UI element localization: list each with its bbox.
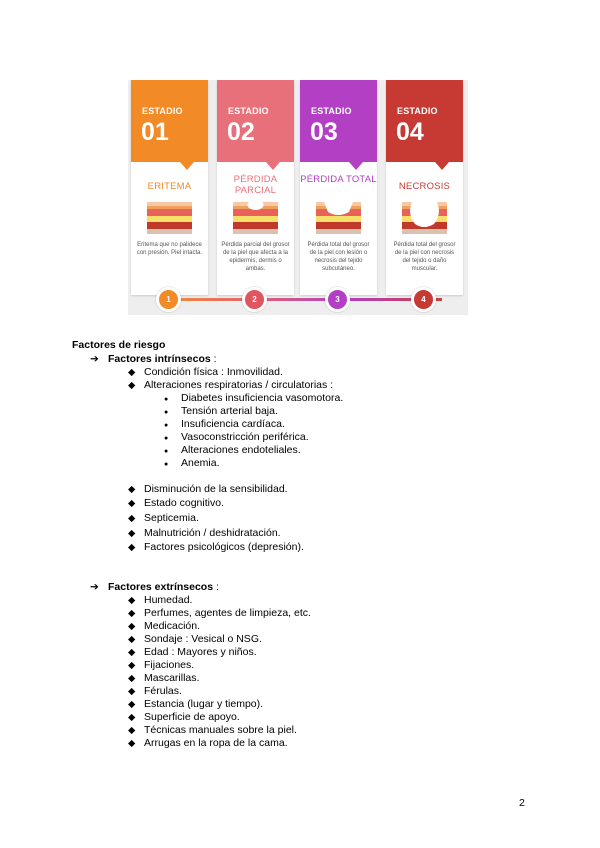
list-item-text: Alteraciones endoteliales.	[181, 444, 301, 456]
diamond-bullet-icon: ◆	[128, 673, 136, 684]
list-item-text: Arrugas en la ropa de la cama.	[144, 737, 288, 749]
list-item	[164, 405, 278, 419]
diamond-bullet-icon: ◆	[128, 484, 136, 495]
list-item	[164, 431, 309, 445]
diamond-bullet-icon: ◆	[128, 542, 136, 553]
dot-bullet-icon: ●	[164, 422, 169, 429]
stage-number: 03	[310, 118, 338, 146]
list-item	[128, 698, 263, 711]
list-item	[128, 685, 182, 698]
stage-label: ESTADIO	[397, 106, 438, 116]
dot-bullet-icon: ●	[164, 448, 169, 455]
diamond-bullet-icon: ◆	[128, 699, 136, 710]
intrinsic-suffix: :	[210, 353, 217, 365]
list-item	[128, 711, 240, 724]
stage-label: ESTADIO	[228, 106, 269, 116]
list-item	[128, 659, 194, 672]
list-item	[128, 633, 262, 646]
stage-title: NECROSIS	[398, 181, 451, 192]
list-item-text: Malnutrición / deshidratación.	[144, 527, 281, 539]
diamond-bullet-icon: ◆	[128, 608, 136, 619]
list-item	[128, 497, 224, 510]
diamond-bullet-icon: ◆	[128, 498, 136, 509]
stage-number: 01	[141, 118, 169, 146]
list-item-text: Tensión arterial baja.	[181, 405, 278, 417]
diamond-bullet-icon: ◆	[128, 367, 136, 378]
stage-number: 04	[396, 118, 424, 146]
list-item-text: Fijaciones.	[144, 659, 195, 671]
stage-title: ERITEMA	[147, 181, 192, 192]
list-item	[128, 646, 257, 659]
list-item-text: Edad : Mayores y niños.	[144, 646, 257, 658]
stage-dot-4: 4	[411, 287, 436, 312]
list-item	[128, 607, 311, 620]
extrinsic-suffix: :	[213, 581, 219, 593]
list-item-text: Medicación.	[144, 620, 201, 632]
dot-bullet-icon: ●	[164, 396, 169, 403]
list-item-text: Vasoconstricción periférica.	[181, 431, 309, 443]
stage-description: Pérdida parcial del grosor de la piel que afecta a la epidermis, dermis o ambas.	[221, 242, 290, 272]
list-item	[128, 737, 288, 750]
arrow-icon: ➔	[90, 581, 99, 593]
stage-number: 02	[227, 118, 255, 146]
list-item-text: Técnicas manuales sobre la piel.	[144, 724, 297, 736]
stage-dot-3: 3	[325, 287, 350, 312]
stage-description: Eritema que no palidece con presión. Piel intacta.	[136, 242, 203, 256]
diamond-bullet-icon: ◆	[128, 634, 136, 645]
diamond-bullet-icon: ◆	[128, 595, 136, 606]
stage-title: PÉRDIDA TOTAL	[300, 174, 377, 185]
list-item-text: Septicemia.	[144, 512, 199, 524]
list-item	[128, 483, 288, 496]
list-item-text: Humedad.	[144, 594, 193, 606]
list-item	[128, 594, 192, 607]
stage-label: ESTADIO	[142, 106, 183, 116]
list-item-text: Férulas.	[144, 685, 182, 697]
intrinsic-factors-heading	[90, 353, 217, 366]
list-item	[128, 527, 281, 540]
diamond-bullet-icon: ◆	[128, 738, 136, 749]
extrinsic-label: Factores extrínsecos	[108, 581, 214, 593]
list-item-text: Diabetes insuficiencia vasomotora.	[181, 392, 344, 404]
diamond-bullet-icon: ◆	[128, 528, 136, 539]
diamond-bullet-icon: ◆	[128, 660, 136, 671]
stage-dot-2: 2	[242, 287, 267, 312]
stage-description: Pérdida total del grosor de la piel con necrosis del tejido o daño muscular.	[393, 242, 456, 272]
arrow-icon: ➔	[90, 353, 99, 365]
list-item-text: Condición física : Inmovilidad.	[144, 366, 283, 378]
stage-title: PÉRDIDA PARCIAL	[233, 174, 278, 196]
dot-bullet-icon: ●	[164, 409, 169, 416]
list-item-text: Alteraciones respiratorias / circulatorias :	[144, 379, 334, 391]
list-item-text: Mascarillas.	[144, 672, 200, 684]
extrinsic-factors-heading	[90, 581, 219, 594]
diamond-bullet-icon: ◆	[128, 621, 136, 632]
diamond-bullet-icon: ◆	[128, 712, 136, 723]
list-item-text: Sondaje : Vesical o NSG.	[144, 633, 262, 645]
list-item-text: Disminución de la sensibilidad.	[144, 483, 288, 495]
diamond-bullet-icon: ◆	[128, 725, 136, 736]
stage-description: Pérdida total del grosor de la piel con lesión o necrosis del tejido subcutáneo.	[307, 242, 370, 272]
list-item-text: Estancia (lugar y tiempo).	[144, 698, 264, 710]
stage-label: ESTADIO	[311, 106, 352, 116]
list-item-text: Superficie de apoyo.	[144, 711, 240, 723]
list-item	[164, 418, 285, 432]
diamond-bullet-icon: ◆	[128, 686, 136, 697]
list-item	[128, 724, 297, 737]
list-item	[164, 444, 301, 458]
dot-bullet-icon: ●	[164, 435, 169, 442]
list-item	[128, 379, 333, 392]
diamond-bullet-icon: ◆	[128, 513, 136, 524]
list-item	[164, 457, 220, 471]
stage-dot-1: 1	[156, 287, 181, 312]
list-item-text: Factores psicológicos (depresión).	[144, 541, 304, 553]
intrinsic-label: Factores intrínsecos	[108, 353, 211, 365]
list-item-text: Anemia.	[181, 457, 220, 469]
list-item-text: Estado cognitivo.	[144, 497, 224, 509]
list-item	[128, 512, 199, 525]
list-item	[164, 392, 343, 406]
list-item	[128, 620, 200, 633]
list-item	[128, 366, 283, 379]
dot-bullet-icon: ●	[164, 461, 169, 468]
diamond-bullet-icon: ◆	[128, 647, 136, 658]
list-item-text: Insuficiencia cardíaca.	[181, 418, 285, 430]
list-item	[128, 672, 199, 685]
list-item	[128, 541, 304, 554]
page-number: 2	[519, 797, 525, 809]
section-title: Factores de riesgo	[72, 339, 166, 351]
diamond-bullet-icon: ◆	[128, 380, 136, 391]
list-item-text: Perfumes, agentes de limpieza, etc.	[144, 607, 311, 619]
